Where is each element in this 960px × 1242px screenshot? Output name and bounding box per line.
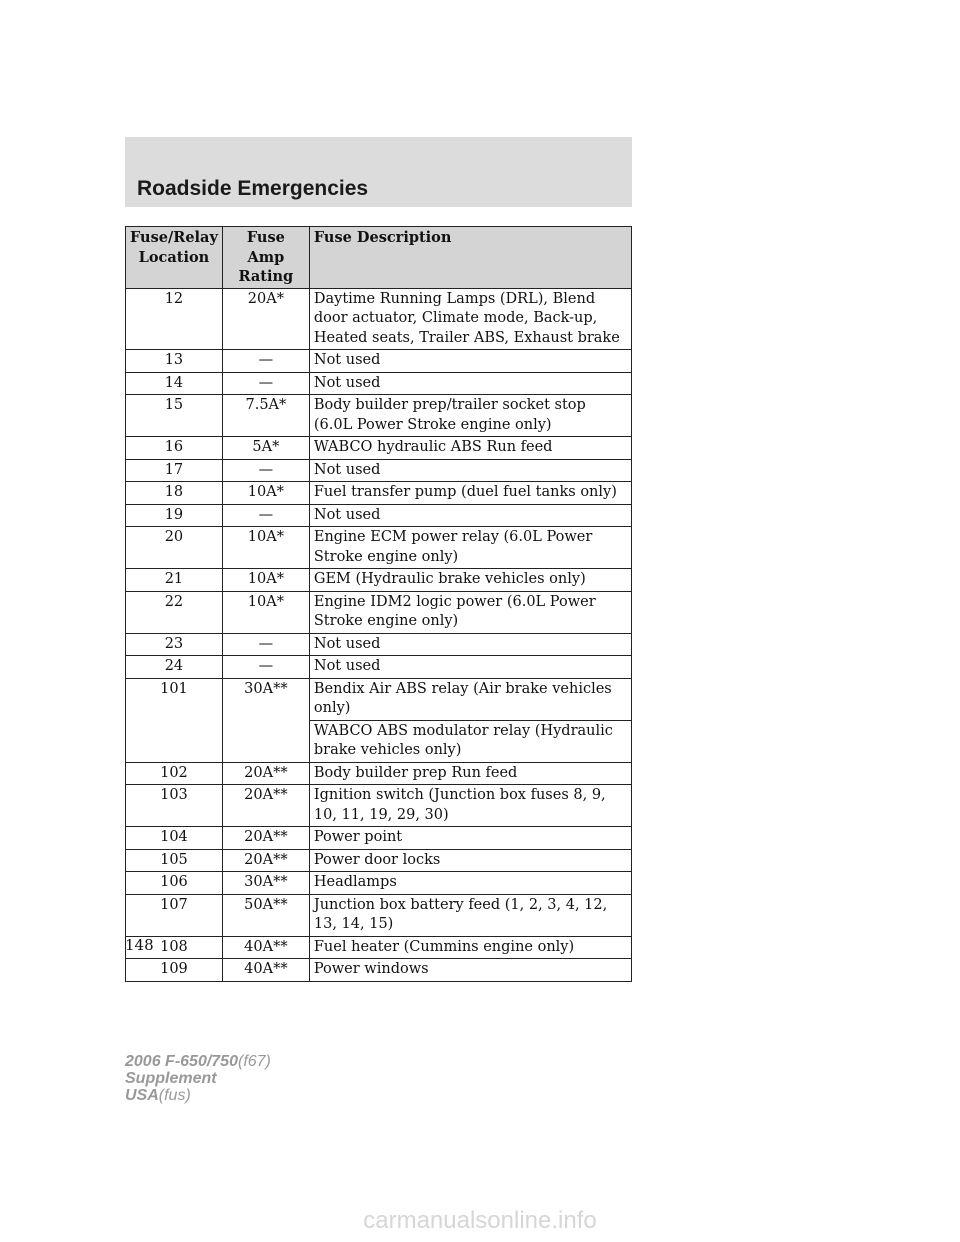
fuse-location-cell: 23 bbox=[126, 633, 223, 656]
fuse-location-cell: 101 bbox=[126, 678, 223, 762]
fuse-description-cell: WABCO ABS modulator relay (Hydraulic brake vehicles only) bbox=[309, 720, 631, 762]
table-row bbox=[126, 827, 632, 850]
table-row bbox=[126, 591, 632, 633]
fuse-amp-cell: 40A** bbox=[222, 959, 309, 982]
fuse-amp-cell: — bbox=[222, 656, 309, 679]
document-footer bbox=[125, 1053, 271, 1104]
table-row bbox=[126, 936, 632, 959]
fuse-location-cell: 105 bbox=[126, 849, 223, 872]
column-header-amp-rating: Fuse Amp Rating bbox=[222, 227, 309, 289]
fuse-amp-cell: — bbox=[222, 350, 309, 373]
table-row bbox=[126, 959, 632, 982]
fuse-amp-cell: 40A** bbox=[222, 936, 309, 959]
section-header-band bbox=[125, 137, 632, 207]
fuse-location-cell: 22 bbox=[126, 591, 223, 633]
fuse-amp-cell: 20A** bbox=[222, 785, 309, 827]
fuse-table-body bbox=[126, 288, 632, 981]
fuse-location-cell: 15 bbox=[126, 395, 223, 437]
table-row bbox=[126, 482, 632, 505]
fuse-amp-cell: 7.5A* bbox=[222, 395, 309, 437]
fuse-description-cell: Fuel transfer pump (duel fuel tanks only) bbox=[309, 482, 631, 505]
fuse-description-cell: Bendix Air ABS relay (Air brake vehicles only) bbox=[309, 678, 631, 720]
table-row bbox=[126, 459, 632, 482]
footer-market: USA bbox=[125, 1087, 159, 1104]
table-row bbox=[126, 437, 632, 460]
fuse-amp-cell: 10A* bbox=[222, 527, 309, 569]
table-row bbox=[126, 849, 632, 872]
table-row bbox=[126, 372, 632, 395]
table-row bbox=[126, 762, 632, 785]
page-number: 148 bbox=[125, 936, 154, 954]
table-row bbox=[126, 656, 632, 679]
fuse-description-cell: Ignition switch (Junction box fuses 8, 9, 10, 11, 19, 29, 30) bbox=[309, 785, 631, 827]
fuse-description-cell: Not used bbox=[309, 504, 631, 527]
fuse-description-cell: Power point bbox=[309, 827, 631, 850]
fuse-description-cell: Body builder prep Run feed bbox=[309, 762, 631, 785]
fuse-description-cell: Junction box battery feed (1, 2, 3, 4, 12, 13, 14, 15) bbox=[309, 894, 631, 936]
fuse-amp-cell: 30A** bbox=[222, 678, 309, 762]
fuse-location-cell: 21 bbox=[126, 569, 223, 592]
fuse-location-cell: 24 bbox=[126, 656, 223, 679]
fuse-location-cell: 19 bbox=[126, 504, 223, 527]
footer-model: 2006 F-650/750 bbox=[125, 1053, 238, 1070]
table-row bbox=[126, 527, 632, 569]
column-header-location: Fuse/Relay Location bbox=[126, 227, 223, 289]
table-row bbox=[126, 894, 632, 936]
section-title: Roadside Emergencies bbox=[137, 177, 369, 200]
table-row bbox=[126, 785, 632, 827]
fuse-amp-cell: — bbox=[222, 372, 309, 395]
fuse-location-cell: 108 bbox=[126, 936, 223, 959]
fuse-description-cell: Not used bbox=[309, 350, 631, 373]
fuse-description-cell: Not used bbox=[309, 459, 631, 482]
fuse-location-cell: 20 bbox=[126, 527, 223, 569]
fuse-amp-cell: 30A** bbox=[222, 872, 309, 895]
fuse-description-cell: GEM (Hydraulic brake vehicles only) bbox=[309, 569, 631, 592]
table-row bbox=[126, 395, 632, 437]
table-row bbox=[126, 633, 632, 656]
fuse-description-cell: Daytime Running Lamps (DRL), Blend door actuator, Climate mode, Back-up, Heated seats, Trailer ABS, Exhaust brake bbox=[309, 288, 631, 350]
column-header-description: Fuse Description bbox=[309, 227, 631, 289]
table-row bbox=[126, 872, 632, 895]
fuse-location-cell: 104 bbox=[126, 827, 223, 850]
fuse-location-cell: 16 bbox=[126, 437, 223, 460]
fuse-location-cell: 17 bbox=[126, 459, 223, 482]
fuse-description-cell: Not used bbox=[309, 372, 631, 395]
fuse-amp-cell: 10A* bbox=[222, 591, 309, 633]
table-row bbox=[126, 350, 632, 373]
footer-market-code: (fus) bbox=[158, 1087, 191, 1104]
fuse-table bbox=[125, 226, 632, 982]
fuse-amp-cell: — bbox=[222, 633, 309, 656]
fuse-location-cell: 13 bbox=[126, 350, 223, 373]
fuse-location-cell: 106 bbox=[126, 872, 223, 895]
fuse-location-cell: 103 bbox=[126, 785, 223, 827]
fuse-amp-cell: 50A** bbox=[222, 894, 309, 936]
fuse-location-cell: 102 bbox=[126, 762, 223, 785]
fuse-location-cell: 12 bbox=[126, 288, 223, 350]
fuse-description-cell: WABCO hydraulic ABS Run feed bbox=[309, 437, 631, 460]
fuse-amp-cell: 5A* bbox=[222, 437, 309, 460]
fuse-table-header-row bbox=[126, 227, 632, 289]
table-row bbox=[126, 569, 632, 592]
table-row bbox=[126, 288, 632, 350]
watermark: carmanualsonline.info bbox=[363, 1207, 597, 1234]
fuse-amp-cell: 10A* bbox=[222, 569, 309, 592]
fuse-description-cell: Fuel heater (Cummins engine only) bbox=[309, 936, 631, 959]
fuse-location-cell: 107 bbox=[126, 894, 223, 936]
fuse-description-cell: Engine ECM power relay (6.0L Power Stroke engine only) bbox=[309, 527, 631, 569]
fuse-description-cell: Power windows bbox=[309, 959, 631, 982]
fuse-description-cell: Headlamps bbox=[309, 872, 631, 895]
footer-model-code: (f67) bbox=[237, 1053, 271, 1070]
table-row bbox=[126, 678, 632, 720]
fuse-amp-cell: 20A* bbox=[222, 288, 309, 350]
fuse-location-cell: 18 bbox=[126, 482, 223, 505]
fuse-amp-cell: 20A** bbox=[222, 849, 309, 872]
fuse-amp-cell: 20A** bbox=[222, 762, 309, 785]
fuse-amp-cell: — bbox=[222, 504, 309, 527]
fuse-description-cell: Not used bbox=[309, 633, 631, 656]
fuse-amp-cell: — bbox=[222, 459, 309, 482]
table-row bbox=[126, 504, 632, 527]
fuse-description-cell: Not used bbox=[309, 656, 631, 679]
fuse-description-cell: Power door locks bbox=[309, 849, 631, 872]
fuse-location-cell: 14 bbox=[126, 372, 223, 395]
fuse-amp-cell: 10A* bbox=[222, 482, 309, 505]
footer-supplement: Supplement bbox=[125, 1070, 217, 1087]
fuse-description-cell: Body builder prep/trailer socket stop (6.0L Power Stroke engine only) bbox=[309, 395, 631, 437]
fuse-description-cell: Engine IDM2 logic power (6.0L Power Stroke engine only) bbox=[309, 591, 631, 633]
fuse-amp-cell: 20A** bbox=[222, 827, 309, 850]
fuse-location-cell: 109 bbox=[126, 959, 223, 982]
